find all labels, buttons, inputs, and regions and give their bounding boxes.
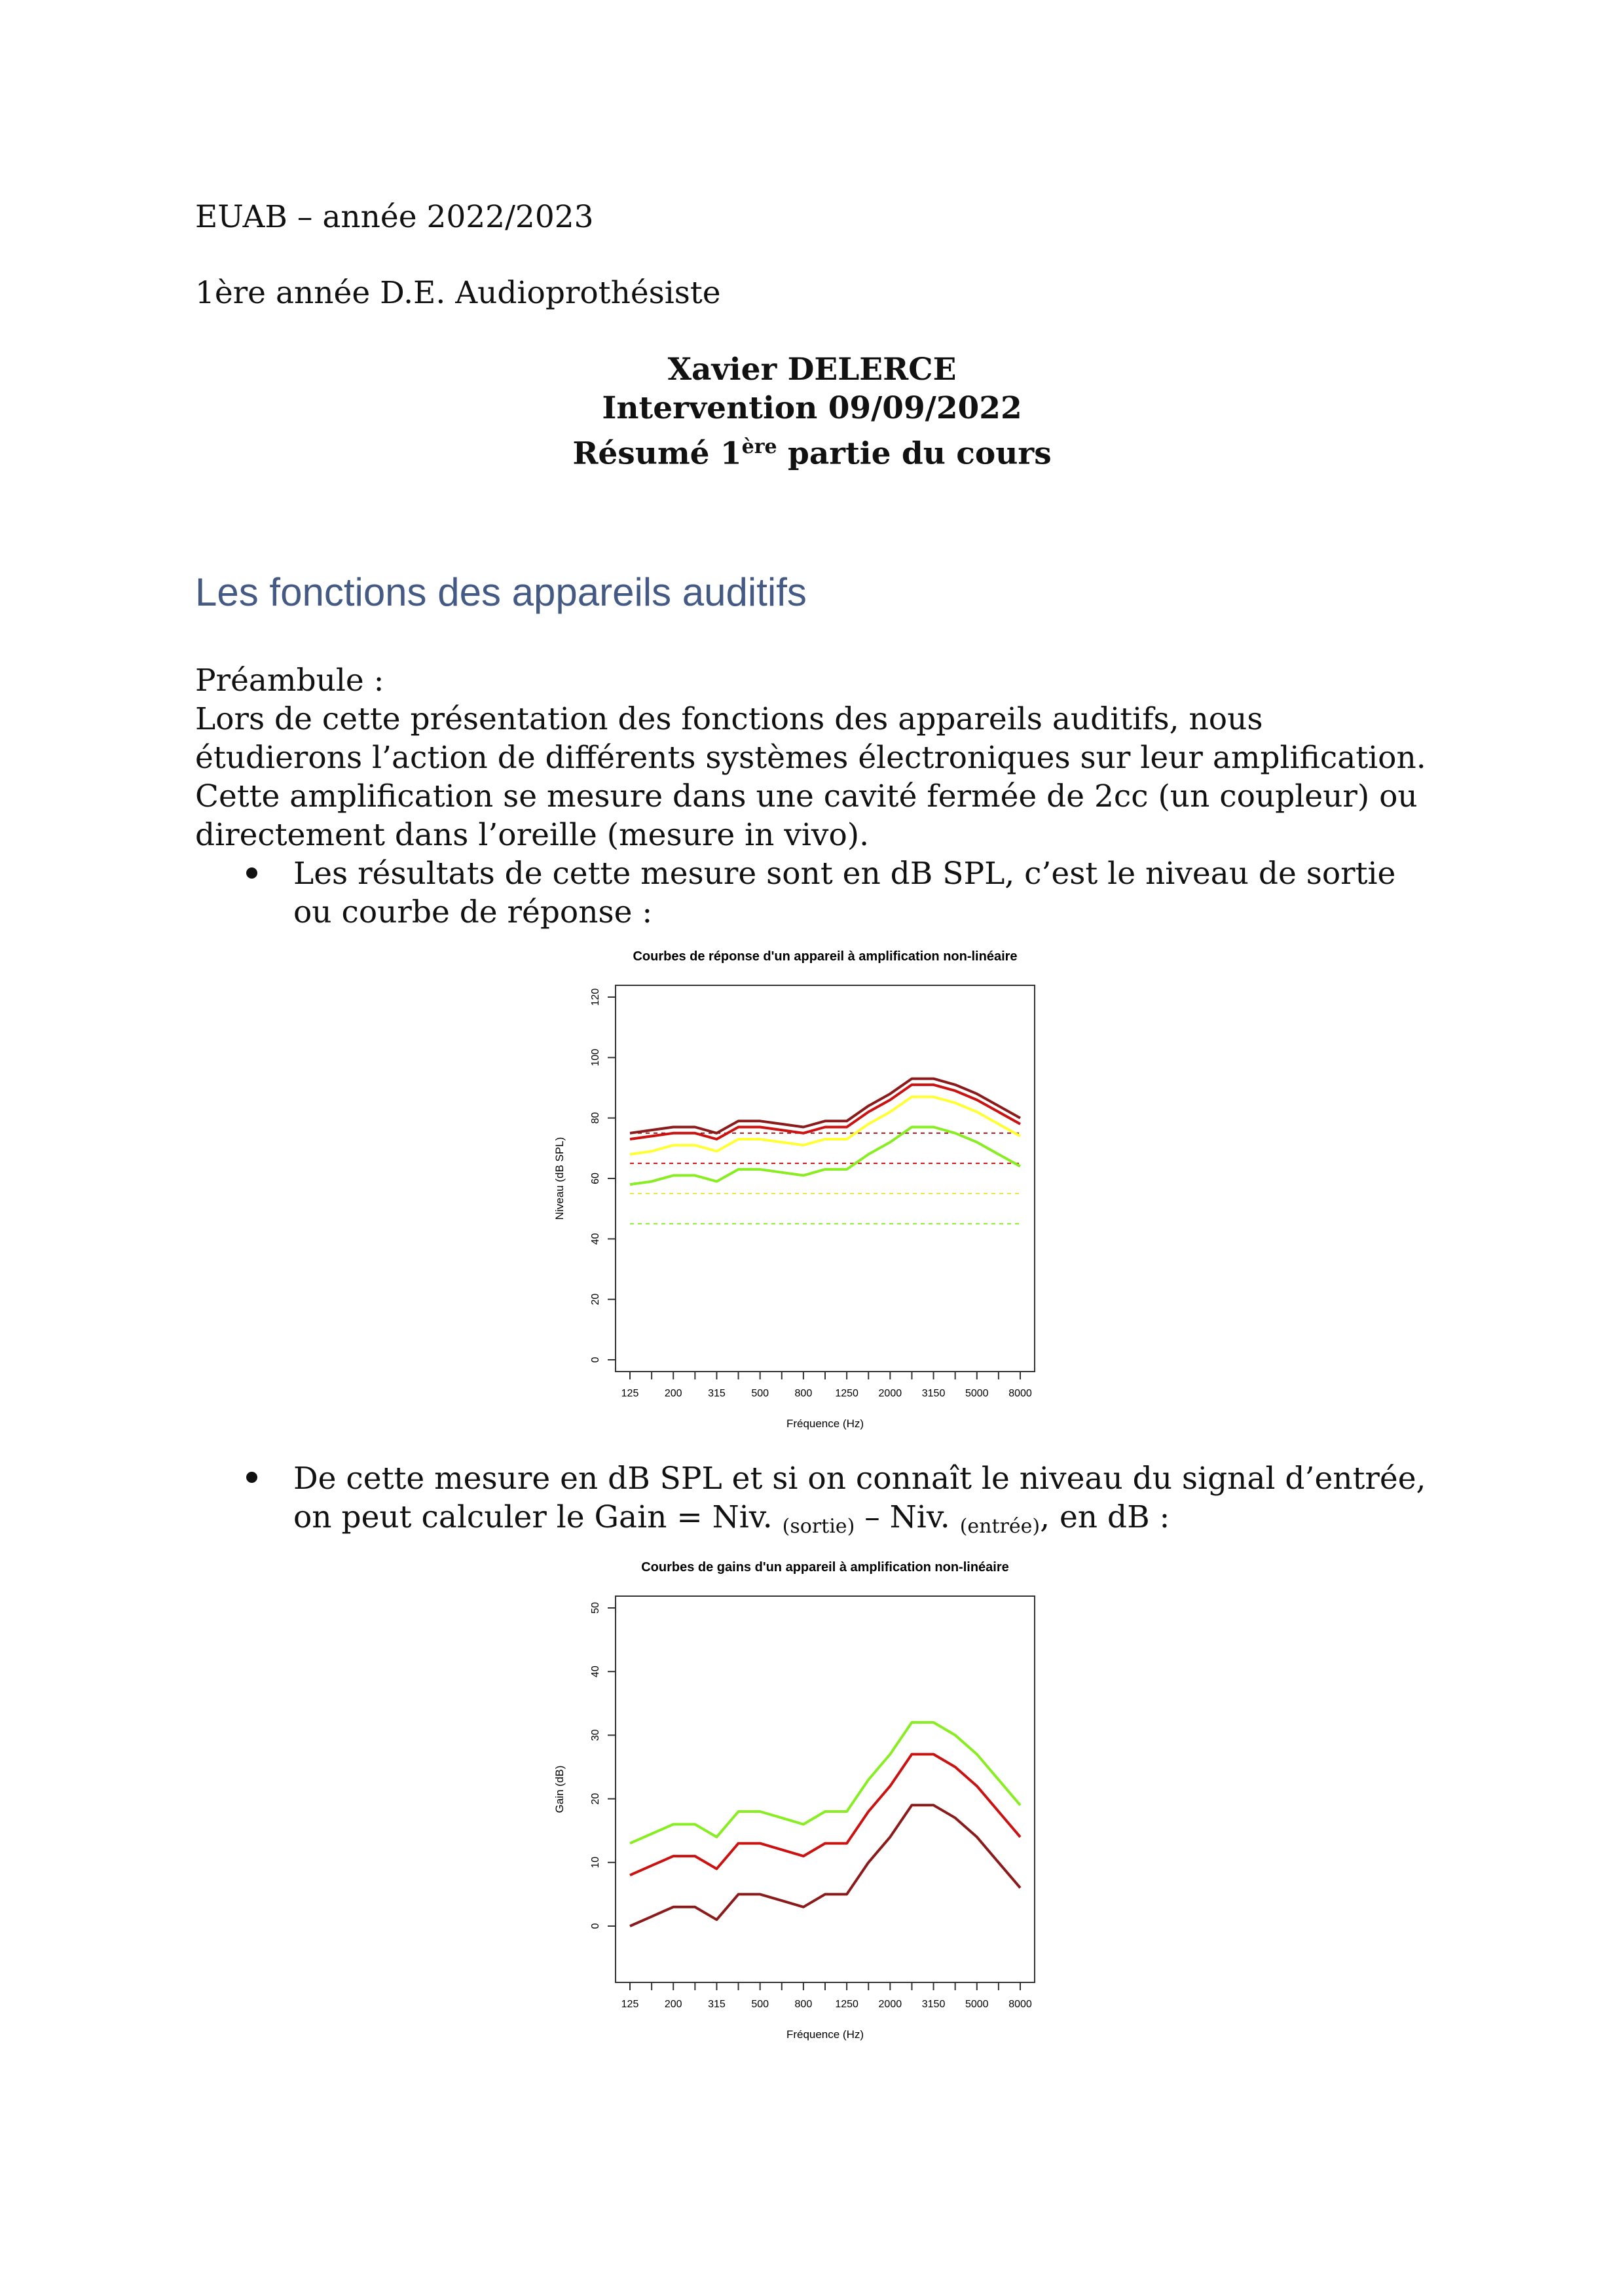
c1-xtick-label-5000: 5000 bbox=[965, 1388, 989, 1399]
bullet-dot-1 bbox=[246, 867, 257, 879]
preambule-paragraph: Lors de cette présentation des fonctions des appareils auditifs, nous étudierons l’action de différents systèmes électroniques sur leur amplification. Cette amplification se mesure dans une cavité fermée de 2cc (un coupleur) ou directement dans l’oreille (mesure in vivo). bbox=[195, 701, 1426, 853]
bullet-2-sub2: (entrée) bbox=[959, 1515, 1041, 1538]
section-title: Les fonctions des appareils auditifs bbox=[195, 570, 807, 614]
c1-xtick-label-2000: 2000 bbox=[878, 1388, 902, 1399]
c2-ytick-label-30: 30 bbox=[590, 1729, 601, 1741]
chart1-ylabel: Niveau (dB SPL) bbox=[553, 1137, 566, 1220]
resume-prefix: Résumé 1 bbox=[572, 435, 742, 472]
c2-xtick-label-3150: 3150 bbox=[921, 1999, 946, 2010]
c2-xtick-label-315: 315 bbox=[708, 1999, 726, 2010]
chart2-plot-area bbox=[616, 1596, 1035, 1982]
c1-xtick-label-8000: 8000 bbox=[1008, 1388, 1032, 1399]
c2-xtick-label-8000: 8000 bbox=[1008, 1999, 1032, 2010]
chart2-ylabel: Gain (dB) bbox=[553, 1765, 566, 1813]
c2-xtick-label-1250: 1250 bbox=[835, 1999, 858, 2010]
c1-xtick-label-500: 500 bbox=[751, 1388, 769, 1399]
gain-chart bbox=[537, 1557, 1074, 2061]
bullet-1-text: Les résultats de cette mesure sont en dB SPL, c’est le niveau de sortie ou courbe de réponse : bbox=[293, 856, 1396, 930]
chart1-y-axis bbox=[590, 989, 616, 1363]
c1-ytick-label-20: 20 bbox=[590, 1293, 601, 1305]
author-name: Xavier DELERCE bbox=[667, 352, 957, 388]
c2-xtick-label-125: 125 bbox=[621, 1999, 639, 2010]
chart2-xlabel: Fréquence (Hz) bbox=[786, 2028, 864, 2041]
bullet-dot-2 bbox=[246, 1472, 257, 1483]
chart1-x-axis bbox=[621, 1372, 1032, 1399]
c1-ytick-label-80: 80 bbox=[590, 1112, 601, 1124]
chart2-y-axis bbox=[590, 1602, 616, 1929]
chart1-series-lines bbox=[630, 1079, 1020, 1185]
c1-ytick-label-100: 100 bbox=[590, 1048, 601, 1066]
bullet-2-text bbox=[293, 1459, 1459, 1546]
c2-xtick-label-500: 500 bbox=[751, 1999, 769, 2010]
chart1-plot-area bbox=[616, 985, 1035, 1372]
c2-xtick-label-800: 800 bbox=[794, 1999, 813, 2010]
c2-ytick-label-50: 50 bbox=[590, 1602, 601, 1614]
chart1-title: Courbes de réponse d'un appareil à amplification non-linéaire bbox=[633, 949, 1018, 964]
c1-xtick-label-200: 200 bbox=[664, 1388, 682, 1399]
bullet-2-part1: De cette mesure en dB SPL et si on connaît le niveau du signal d’entrée, on peut calculer le Gain = Niv. bbox=[293, 1461, 1426, 1535]
c2-series-line-1 bbox=[630, 1755, 1020, 1876]
c1-ytick-label-0: 0 bbox=[590, 1357, 601, 1363]
c1-xtick-label-3150: 3150 bbox=[921, 1388, 946, 1399]
chart2-x-axis bbox=[621, 1982, 1032, 2010]
header-school-year: EUAB – année 2022/2023 bbox=[195, 199, 594, 235]
c1-series-line-1 bbox=[630, 1085, 1020, 1139]
chart2-series-lines bbox=[630, 1722, 1020, 1926]
c2-xtick-label-2000: 2000 bbox=[878, 1999, 902, 2010]
c2-xtick-label-200: 200 bbox=[664, 1999, 682, 2010]
preambule-label: Préambule : bbox=[195, 663, 384, 699]
c1-ytick-label-60: 60 bbox=[590, 1173, 601, 1184]
c2-ytick-label-40: 40 bbox=[590, 1666, 601, 1678]
bullet-2-part3: , en dB : bbox=[1040, 1499, 1170, 1535]
c1-ytick-label-120: 120 bbox=[590, 988, 601, 1006]
c1-xtick-label-315: 315 bbox=[708, 1388, 726, 1399]
c2-ytick-label-20: 20 bbox=[590, 1793, 601, 1805]
resume-sup: ère bbox=[741, 435, 777, 458]
c2-xtick-label-5000: 5000 bbox=[965, 1999, 989, 2010]
c1-xtick-label-125: 125 bbox=[621, 1388, 639, 1399]
c1-ytick-label-40: 40 bbox=[590, 1233, 601, 1245]
bullet-2-sub1: (sortie) bbox=[782, 1515, 855, 1538]
c1-series-line-2 bbox=[630, 1097, 1020, 1154]
response-chart bbox=[537, 946, 1074, 1450]
c1-series-line-3 bbox=[630, 1127, 1020, 1185]
resume-title bbox=[0, 428, 1624, 474]
c2-ytick-label-0: 0 bbox=[590, 1923, 601, 1929]
resume-suffix: partie du cours bbox=[777, 435, 1052, 472]
c2-ytick-label-10: 10 bbox=[590, 1856, 601, 1868]
chart2-title: Courbes de gains d'un appareil à amplification non-linéaire bbox=[641, 1560, 1009, 1575]
chart1-xlabel: Fréquence (Hz) bbox=[786, 1417, 864, 1430]
header-course-level: 1ère année D.E. Audioprothésiste bbox=[195, 275, 721, 311]
c1-xtick-label-1250: 1250 bbox=[835, 1388, 858, 1399]
bullet-2-part2: – Niv. bbox=[855, 1499, 960, 1535]
chart1-reference-lines bbox=[630, 1133, 1020, 1224]
c1-xtick-label-800: 800 bbox=[794, 1388, 813, 1399]
intervention-date: Intervention 09/09/2022 bbox=[602, 390, 1022, 426]
